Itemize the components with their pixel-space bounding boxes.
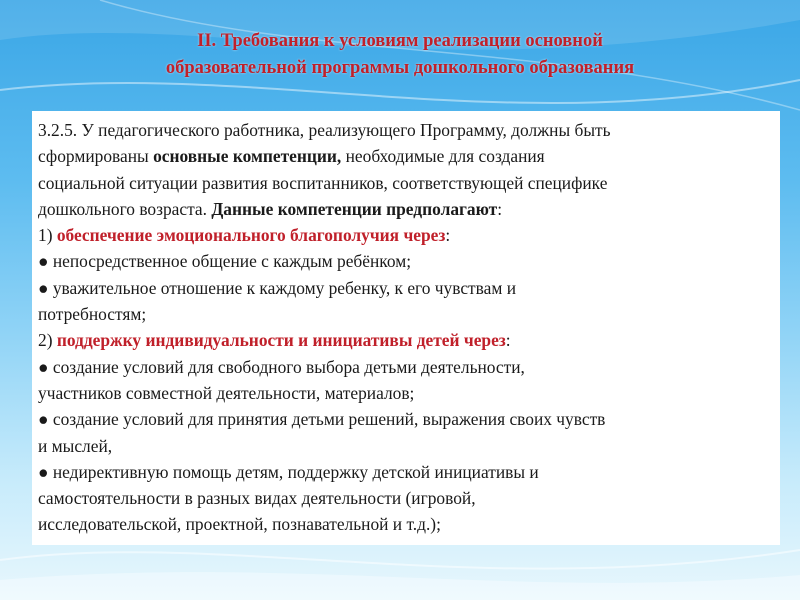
text-line: 3.2.5. У педагогического работника, реализующего Программу, должны быть — [38, 120, 611, 140]
bullet-line: ● создание условий для принятия детьми решений, выражения своих чувств — [38, 409, 606, 430]
text-run: необходимые для создания — [341, 146, 545, 167]
slide-title — [60, 28, 740, 82]
text-run: дошкольного возраста. — [38, 198, 212, 219]
text-line: социальной ситуации развития воспитанников, соответствующей специфике — [38, 172, 608, 193]
background-swoosh-2 — [0, 80, 800, 103]
text-run: сформированы — [38, 146, 154, 167]
bullet-line: исследовательской, проектной, познавательной и т.д.); — [38, 514, 441, 535]
bullet-line: потребностям; — [38, 304, 147, 325]
list-item-heading — [38, 222, 774, 248]
bullet-line: ● недирективную помощь детям, поддержку детской инициативы и — [38, 461, 539, 482]
background-swoosh-4 — [0, 550, 800, 569]
title-line-2: образовательной программы дошкольного образования — [165, 58, 635, 78]
item-number: 1) — [38, 225, 57, 246]
bullet-line: самостоятельности в разных видах деятельности (игровой, — [38, 488, 476, 509]
text-line — [38, 196, 774, 222]
bullet-line: ● создание условий для свободного выбора детьми деятельности, — [38, 356, 525, 377]
bullet-line: ● уважительное отношение к каждому ребенку, к его чувствам и — [38, 277, 517, 298]
text-run: : — [445, 225, 451, 246]
content-panel — [32, 111, 780, 545]
text-run: : — [505, 330, 511, 351]
item-number: 2) — [38, 330, 57, 351]
bullet-line: участников совместной деятельности, материалов; — [38, 382, 415, 403]
item-label: обеспечение эмоционального благополучия через — [56, 225, 446, 246]
bullet-line: ● непосредственное общение с каждым ребёнком; — [38, 251, 412, 272]
text-line — [38, 143, 774, 169]
item-label: поддержку индивидуальности и инициативы детей через — [56, 330, 506, 351]
key-term: основные компетенции, — [153, 146, 342, 167]
background-swoosh-5 — [0, 572, 800, 600]
bullet-line: и мыслей, — [38, 435, 113, 456]
key-term: Данные компетенции предполагают — [211, 198, 498, 219]
content-body — [38, 117, 774, 538]
title-line-1: II. Требования к условиям реализации основной — [197, 31, 603, 51]
list-item-heading — [38, 327, 774, 353]
text-run: : — [497, 198, 503, 219]
